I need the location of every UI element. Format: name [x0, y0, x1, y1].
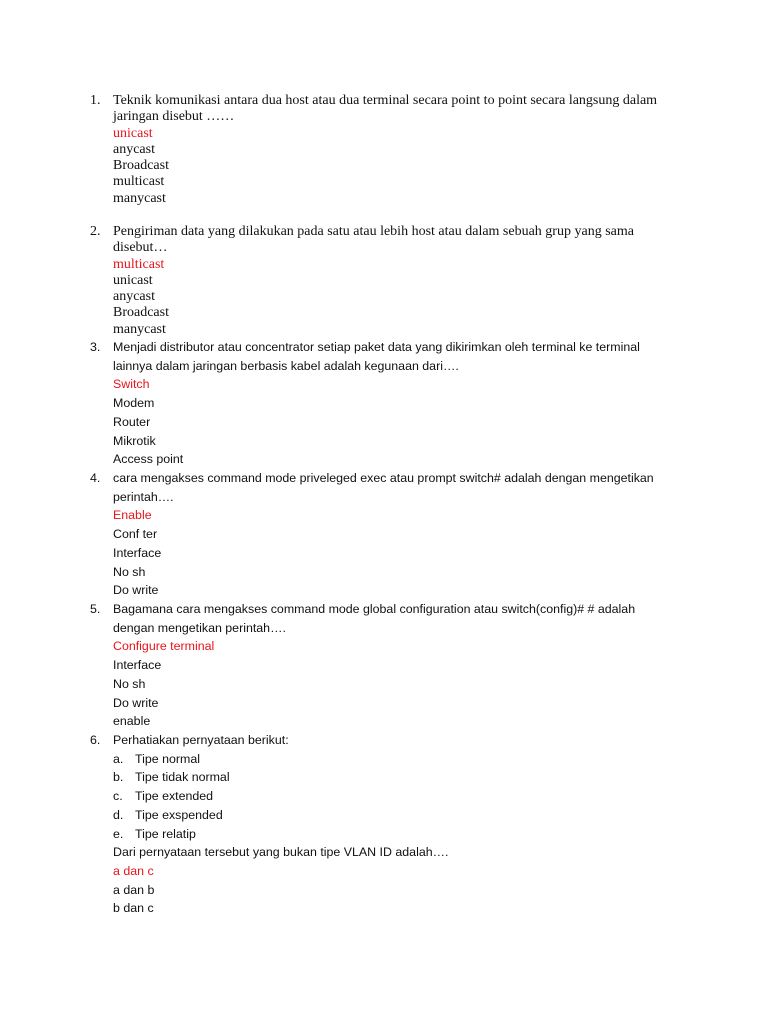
- question-text-line: disebut…: [113, 240, 168, 256]
- question-3: [90, 338, 710, 469]
- answer-option: Conf ter: [113, 527, 158, 542]
- answer-option: multicast: [113, 174, 165, 190]
- answer-option: manycast: [113, 190, 166, 206]
- question-text-line: dengan mengetikan perintah….: [113, 620, 286, 635]
- question-1: [90, 93, 710, 207]
- statement-text: Tipe tidak normal: [135, 770, 230, 785]
- statement-text: Tipe normal: [135, 751, 200, 766]
- answer-option: unicast: [113, 272, 153, 288]
- question-text-line: jaringan disebut ……: [113, 109, 235, 125]
- question-text-line: lainnya dalam jaringan berbasis kabel adalah kegunaan dari….: [113, 358, 459, 373]
- statement-item: [113, 825, 710, 844]
- answer-option-correct: Enable: [113, 508, 152, 523]
- question-text-line: perintah….: [113, 489, 174, 504]
- answer-option: Mikrotik: [113, 433, 156, 448]
- question-number: 4.: [90, 471, 101, 485]
- question-text-line: Pengiriman data yang dilakukan pada satu atau lebih host atau dalam sebuah grup yang sama: [113, 224, 634, 239]
- statement-text: Tipe relatip: [135, 826, 196, 841]
- statement-item: [113, 787, 710, 806]
- question-2: [90, 224, 710, 338]
- statement-text: Tipe extended: [135, 789, 214, 804]
- question-4: [90, 469, 710, 600]
- answer-option: Interface: [113, 658, 162, 673]
- answer-option: enable: [113, 714, 151, 729]
- answer-option: No sh: [113, 564, 146, 579]
- answer-option: No sh: [113, 676, 146, 691]
- question-text-line: Teknik komunikasi antara dua host atau dua terminal secara point to point secara langsung dalam: [113, 93, 658, 108]
- answer-option: anycast: [113, 289, 155, 305]
- answer-option: anycast: [113, 141, 155, 157]
- statement-label: e.: [113, 826, 124, 841]
- statement-label: b.: [113, 770, 124, 785]
- question-number: 6.: [90, 733, 101, 747]
- question-text-line: Menjadi distributor atau concentrator setiap paket data yang dikirimkan oleh terminal ke terminal: [113, 340, 640, 354]
- answer-option: b dan c: [113, 901, 154, 916]
- statement-item: [113, 768, 710, 787]
- answer-option: Access point: [113, 452, 184, 467]
- question-5: [90, 600, 710, 731]
- answer-option: manycast: [113, 321, 166, 337]
- answer-option: Router: [113, 414, 151, 429]
- statement-label: d.: [113, 807, 124, 822]
- statement-label: c.: [113, 789, 123, 804]
- answer-option: Modem: [113, 396, 155, 411]
- question-text-line: Perhatiakan pernyataan berikut:: [113, 733, 289, 747]
- answer-option-correct: unicast: [113, 125, 153, 141]
- answer-option-correct: Configure terminal: [113, 639, 215, 654]
- answer-option: Broadcast: [113, 305, 169, 321]
- answer-option: Interface: [113, 545, 162, 560]
- question-number: 3.: [90, 340, 101, 354]
- question-6: [90, 731, 710, 918]
- answer-option: Broadcast: [113, 158, 169, 174]
- answer-option-correct: Switch: [113, 377, 150, 392]
- answer-option: a dan b: [113, 882, 155, 897]
- question-number: 5.: [90, 602, 101, 616]
- statement-item: [113, 750, 710, 769]
- answer-option-correct: multicast: [113, 256, 165, 272]
- question-prompt: Dari pernyataan tersebut yang bukan tipe VLAN ID adalah….: [113, 845, 449, 860]
- answer-option: Do write: [113, 583, 159, 598]
- question-number: 1.: [90, 93, 101, 108]
- answer-option: Do write: [113, 695, 159, 710]
- question-text-line: Bagamana cara mengakses command mode global configuration atau switch(config)# # adalah: [113, 602, 636, 616]
- statement-text: Tipe exspended: [135, 807, 223, 822]
- question-number: 2.: [90, 224, 101, 239]
- answer-option-correct: a dan c: [113, 863, 154, 878]
- statement-label: a.: [113, 751, 124, 766]
- statement-item: [113, 806, 710, 825]
- question-text-line: cara mengakses command mode priveleged exec atau prompt switch# adalah dengan mengetikan: [113, 471, 654, 485]
